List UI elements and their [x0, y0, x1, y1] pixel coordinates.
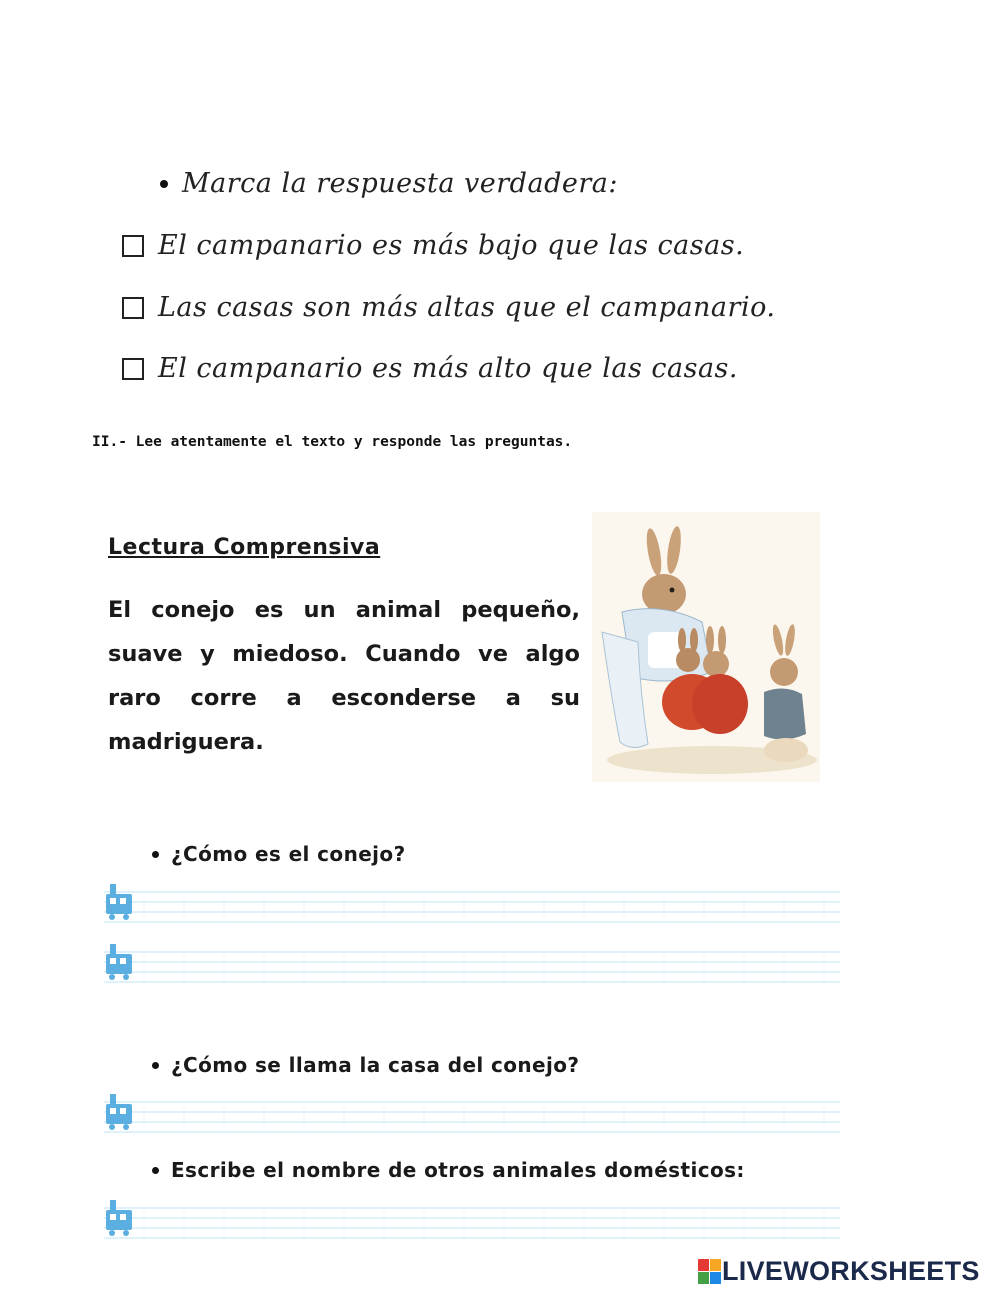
train-icon	[106, 944, 132, 980]
writing-line-3[interactable]	[104, 1090, 840, 1140]
section-heading: II.- Lee atentamente el texto y responde las preguntas.	[92, 434, 573, 450]
liveworksheets-logo	[698, 1256, 980, 1287]
question-1	[152, 842, 406, 866]
train-icon	[106, 1200, 132, 1236]
instruction-label: Marca la respuesta verdadera:	[182, 168, 618, 199]
bullet-icon	[152, 851, 159, 858]
option-3	[122, 353, 738, 384]
option-2	[122, 292, 775, 323]
instruction-text	[160, 168, 618, 199]
question-1-label: ¿Cómo es el conejo?	[171, 842, 406, 866]
rabbits-illustration	[592, 512, 820, 782]
question-3	[152, 1158, 745, 1182]
option-3-checkbox[interactable]	[122, 358, 144, 380]
writing-line-1[interactable]	[104, 880, 840, 930]
reading-text: El conejo es un animal pequeño, suave y miedoso. Cuando ve algo raro corre a esconderse a su madriguera.	[108, 597, 580, 755]
bullet-icon	[160, 180, 168, 188]
question-2-label: ¿Cómo se llama la casa del conejo?	[171, 1053, 580, 1077]
option-2-checkbox[interactable]	[122, 297, 144, 319]
question-2	[152, 1053, 579, 1077]
train-icon	[106, 1094, 132, 1130]
live-stacked-letters-icon	[698, 1259, 722, 1285]
option-2-label: Las casas son más altas que el campanario.	[158, 292, 776, 323]
train-icon	[106, 884, 132, 920]
option-1-label: El campanario es más bajo que las casas.	[158, 230, 745, 261]
option-1	[122, 230, 744, 261]
writing-line-4[interactable]	[104, 1196, 840, 1246]
bullet-icon	[152, 1167, 159, 1174]
logo-text: LIVEWORKSHEETS	[722, 1256, 980, 1286]
question-3-label: Escribe el nombre de otros animales domésticos:	[171, 1158, 745, 1182]
bullet-icon	[152, 1062, 159, 1069]
option-3-label: El campanario es más alto que las casas.	[158, 353, 738, 384]
writing-line-2[interactable]	[104, 940, 840, 990]
reading-title: Lectura Comprensiva	[108, 535, 381, 560]
option-1-checkbox[interactable]	[122, 235, 144, 257]
